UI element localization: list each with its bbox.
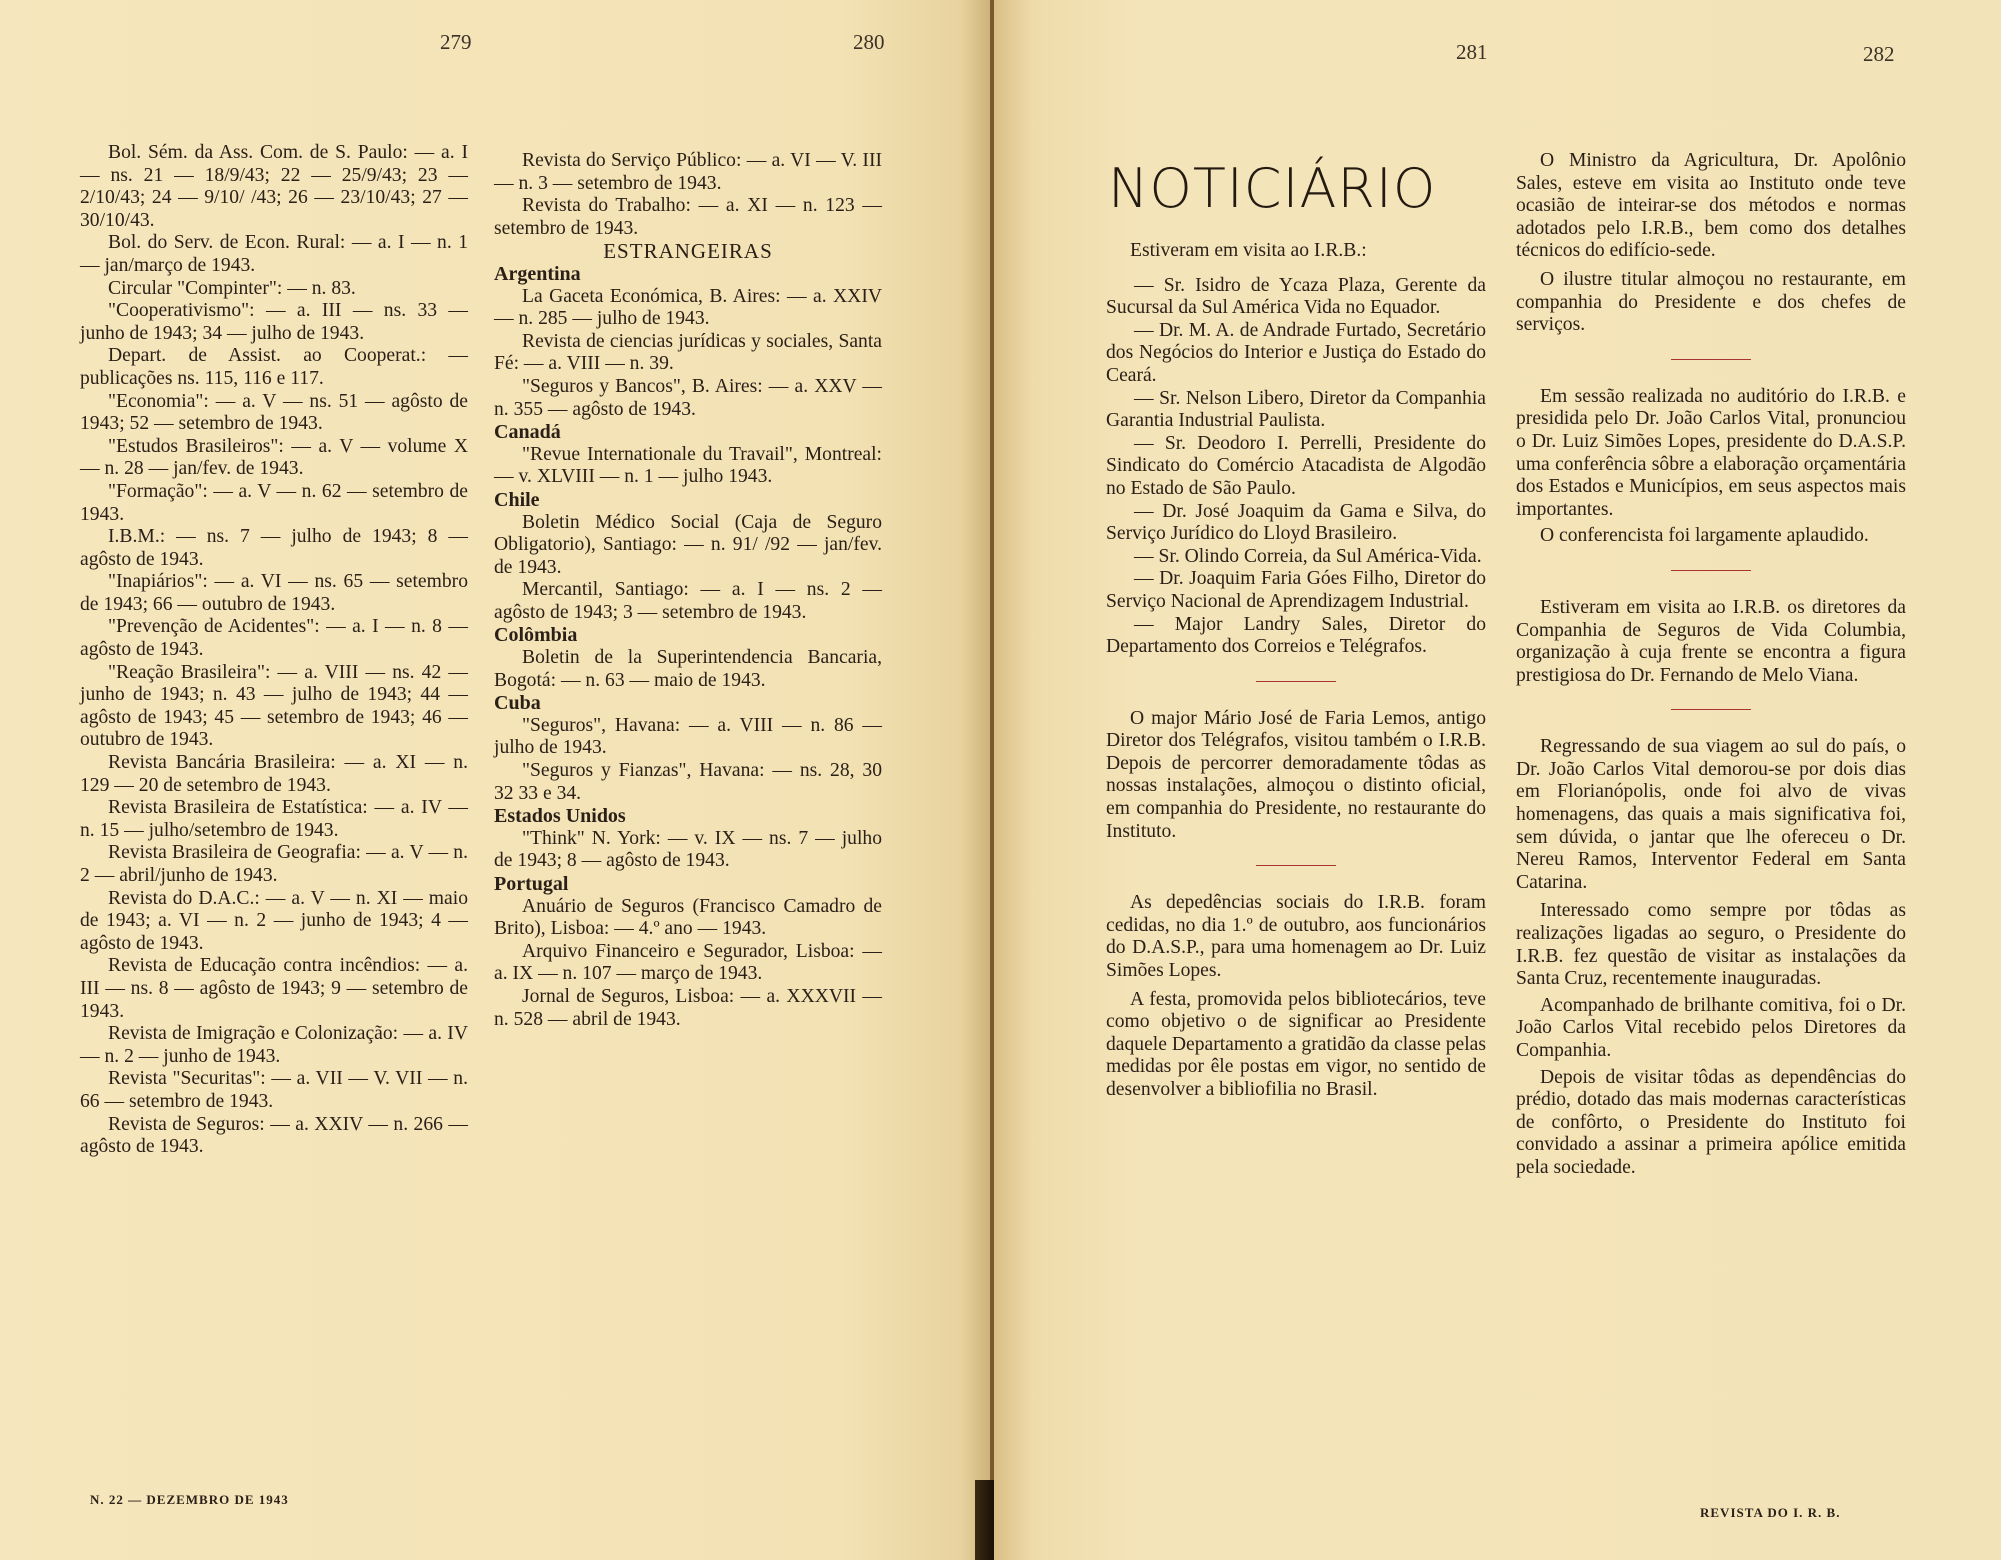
list-item: Revista de Imigração e Colonização: — a. IV — n. 2 — junho de 1943. [80, 1023, 468, 1067]
country-heading: Argentina [494, 262, 581, 285]
news-paragraph: O major Mário José de Faria Lemos, antigo Diretor dos Telégrafos, visitou também o I.R.B. Depois de percorrer demoradamente tôdas as nossas instalações, almoçou o distinto oficial, em companhia do Presidente, no restaurante do Instituto. [1106, 707, 1486, 842]
list-item: — Sr. Isidro de Ycaza Plaza, Gerente da Sucursal da Sul América Vida no Equador. [1106, 274, 1486, 319]
list-item: Revista de Seguros: — a. XXIV — n. 266 — agôsto de 1943. [80, 1113, 468, 1158]
footer-journal: REVISTA DO I. R. B. [1700, 1505, 1841, 1520]
list-item: — Major Landry Sales, Diretor do Departamento dos Correios e Telégrafos. [1106, 613, 1486, 658]
list-item: Boletin Médico Social (Caja de Seguro Obligatorio), Santiago: — n. 91/ /92 — jan/fev. de 1943. [494, 511, 882, 578]
list-item: "Seguros y Bancos", B. Aires: — a. XXV — n. 355 — agôsto de 1943. [494, 375, 882, 420]
news-paragraph: As depedências sociais do I.R.B. foram cedidas, no dia 1.º de outubro, aos funcionários do D.A.S.P., para uma homenagem ao Dr. Luiz Simões Lopes. [1106, 892, 1486, 982]
country-heading: Portugal [494, 873, 569, 895]
list-item: — Sr. Nelson Libero, Diretor da Companhia Garantia Industrial Paulista. [1106, 387, 1486, 432]
list-item: Revista "Securitas": — a. VII — V. VII — n. 66 — setembro de 1943. [80, 1068, 468, 1112]
section-divider [1256, 681, 1336, 682]
section-divider [1671, 359, 1751, 360]
column-news-left [1106, 240, 1486, 1102]
news-paragraph: Interessado como sempre por tôdas as realizações ligadas ao seguro, o Presidente do I.R.B. fez questão de visitar as instalações da Santa Cruz, recentemente inauguradas. [1516, 900, 1906, 990]
section-divider [1256, 865, 1336, 866]
list-item: Revista Brasileira de Geografia: — a. V — n. 2 — abril/junho de 1943. [80, 842, 468, 886]
section-divider [1671, 709, 1751, 710]
list-item: Bol. do Serv. de Econ. Rural: — a. I — n. 1 — jan/março de 1943. [80, 232, 468, 276]
country-heading: Cuba [494, 692, 541, 715]
list-item: Revista Bancária Brasileira: — a. XI — n. 129 — 20 de setembro de 1943. [80, 752, 468, 796]
page-number-282: 282 [1863, 42, 1895, 66]
list-item: "Reação Brasileira": — a. VIII — ns. 42 — junho de 1943; n. 43 — julho de 1943; 44 — agôsto de 1943; 45 — setembro de 1943; 46 — outubro de 1943. [80, 661, 468, 751]
list-item: Arquivo Financeiro e Segurador, Lisboa: — a. IX — n. 107 — março de 1943. [494, 940, 882, 985]
list-item: Anuário de Seguros (Francisco Camadro de Brito), Lisboa: — 4.º ano — 1943. [494, 895, 882, 940]
column-news-right [1516, 150, 1906, 1180]
list-item: Revista do D.A.C.: — a. V — n. XI — maio de 1943; a. VI — n. 2 — junho de 1943; 4 — agôsto de 1943. [80, 887, 468, 954]
list-item: Revista de Educação contra incêndios: — a. III — ns. 8 — agôsto de 1943; 9 — setembro de 1943. [80, 955, 468, 1022]
list-item: — Dr. Joaquim Faria Góes Filho, Diretor do Serviço Nacional de Aprendizagem Industrial. [1106, 568, 1486, 612]
news-paragraph: A festa, promovida pelos bibliotecários, teve como objetivo o de significar ao Presidente daquele Departamento a gratidão da classe pelas medidas por êle postas em vigor, no sentido de desenvolver a bibliofilia no Brasil. [1106, 988, 1486, 1100]
list-item: Revista Brasileira de Estatística: — a. IV — n. 15 — julho/setembro de 1943. [80, 797, 468, 841]
list-item: Depart. de Assist. ao Cooperat.: — publicações ns. 115, 116 e 117. [80, 345, 468, 389]
section-divider [1671, 570, 1751, 571]
news-paragraph: O ilustre titular almoçou no restaurante, em companhia do Presidente e dos chefes de serviços. [1516, 268, 1906, 336]
column-periodicals-foreign [494, 150, 882, 1031]
country-heading: Canadá [494, 421, 561, 444]
list-item: La Gaceta Económica, B. Aires: — a. XXIV — n. 285 — julho de 1943. [494, 285, 882, 330]
news-paragraph: Estiveram em visita ao I.R.B. os diretores da Companhia de Seguros de Vida Columbia, organização à cuja frente se encontra a figura prestigiosa do Dr. Fernando de Melo Viana. [1516, 596, 1906, 686]
list-item: "Seguros", Havana: — a. VIII — n. 86 — julho de 1943. [494, 714, 882, 759]
list-item: — Sr. Olindo Correia, da Sul América-Vida. [1134, 545, 1482, 567]
list-item: — Sr. Deodoro I. Perrelli, Presidente do Sindicato do Comércio Atacadista de Algodão no Estado de São Paulo. [1106, 432, 1486, 499]
page-number-280: 280 [853, 30, 885, 54]
list-item: "Revue Internationale du Travail", Montreal: — v. XLVIII — n. 1 — julho 1943. [494, 443, 882, 488]
list-item: "Formação": — a. V — n. 62 — setembro de 1943. [80, 480, 468, 525]
news-paragraph: Depois de visitar tôdas as dependências do prédio, dotado das mais modernas características de confôrto, o Presidente do Instituto foi convidado a assinar a primeira apólice emitida pela sociedade. [1516, 1066, 1906, 1178]
news-paragraph: O Ministro da Agricultura, Dr. Apolônio Sales, esteve em visita ao Instituto onde teve ocasião de inteirar-se dos métodos e normas adotados pelo I.R.B., bem como dos detalhes técnicos do edifício-sede. [1516, 150, 1906, 262]
list-item: Circular "Compinter": — n. 83. [108, 277, 356, 299]
list-item: Revista do Trabalho: — a. XI — n. 123 — setembro de 1943. [494, 195, 882, 239]
list-item: Bol. Sém. da Ass. Com. de S. Paulo: — a. I — ns. 21 — 18/9/43; 22 — 25/9/43; 23 — 2/10/43; 24 — 9/10/ /43; 26 — 23/10/43; 27 — 30/10/43. [80, 142, 468, 231]
list-item: Mercantil, Santiago: — a. I — ns. 2 — agôsto de 1943; 3 — setembro de 1943. [494, 579, 882, 623]
footer-issue: N. 22 — DEZEMBRO DE 1943 [90, 1492, 289, 1507]
list-item: "Estudos Brasileiros": — a. V — volume X — n. 28 — jan/fev. de 1943. [80, 435, 468, 480]
list-item: "Economia": — a. V — ns. 51 — agôsto de 1943; 52 — setembro de 1943. [80, 390, 468, 435]
news-paragraph: Regressando de sua viagem ao sul do país, o Dr. João Carlos Vital demorou-se por dois dias em Florianópolis, onde foi alvo de vivas homenagens, das quais a mais significativa foi, sem dúvida, o jantar que lhe ofereceu o Dr. Nereu Ramos, Interventor Federal em Santa Catarina. [1516, 736, 1906, 893]
list-item: "Seguros y Fianzas", Havana: — ns. 28, 30 32 33 e 34. [494, 760, 882, 804]
list-item: — Dr. M. A. de Andrade Furtado, Secretário dos Negócios do Interior e Justiça do Estado do Ceará. [1106, 319, 1486, 386]
country-heading: Chile [494, 488, 540, 511]
list-item: I.B.M.: — ns. 7 — julho de 1943; 8 — agôsto de 1943. [80, 526, 468, 570]
list-item: "Cooperativismo": — a. III — ns. 33 — junho de 1943; 34 — julho de 1943. [80, 300, 468, 344]
column-periodicals-national [80, 142, 468, 1159]
list-item: — Dr. José Joaquim da Gama e Silva, do Serviço Jurídico do Lloyd Brasileiro. [1106, 500, 1486, 545]
news-paragraph: Acompanhado de brilhante comitiva, foi o Dr. João Carlos Vital recebido pelos Diretores da Companhia. [1516, 994, 1906, 1061]
page-number-279: 279 [440, 30, 472, 54]
news-paragraph: O conferencista foi largamente aplaudido. [1540, 525, 1869, 547]
list-item: Boletin de la Superintendencia Bancaria, Bogotá: — n. 63 — maio de 1943. [494, 647, 882, 691]
list-item: Revista de ciencias jurídicas y sociales, Santa Fé: — a. VIII — n. 39. [494, 330, 882, 375]
list-item: Revista do Serviço Público: — a. VI — V. III — n. 3 — setembro de 1943. [494, 150, 882, 194]
news-paragraph: Em sessão realizada no auditório do I.R.B. e presidida pelo Dr. João Carlos Vital, pronunciou o Dr. Luiz Simões Lopes, presidente do D.A.S.P. uma conferência sôbre a elaboração orçamentária dos Estados e Municípios, em seus aspectos mais importantes. [1516, 385, 1906, 520]
list-item: "Think" N. York: — v. IX — ns. 7 — julho de 1943; 8 — agôsto de 1943. [494, 827, 882, 872]
visitors-intro: Estiveram em visita ao I.R.B.: [1130, 240, 1367, 261]
list-item: "Prevenção de Acidentes": — a. I — n. 8 — agôsto de 1943. [80, 616, 468, 661]
section-heading-estrangeiras: ESTRANGEIRAS [603, 239, 773, 264]
country-heading: Colômbia [494, 624, 578, 647]
country-heading: Estados Unidos [494, 805, 626, 828]
section-title-noticiario: NOTICIÁRIO [1108, 157, 1437, 220]
list-item: Jornal de Seguros, Lisboa: — a. XXXVII — n. 528 — abril de 1943. [494, 985, 882, 1030]
list-item: "Inapiários": — a. VI — ns. 65 — setembro de 1943; 66 — outubro de 1943. [80, 571, 468, 615]
page-number-281: 281 [1456, 40, 1488, 64]
left-page [0, 0, 990, 1560]
